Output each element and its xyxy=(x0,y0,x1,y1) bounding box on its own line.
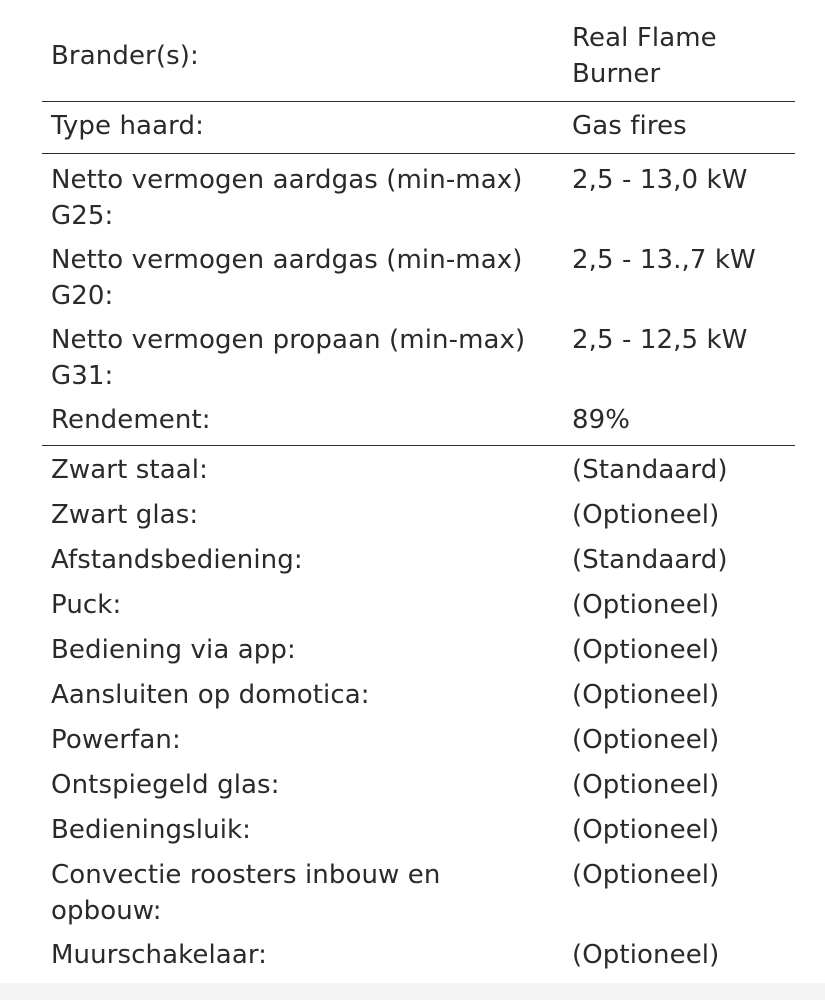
spec-row-burner xyxy=(42,18,795,92)
spec-row-power-g20 xyxy=(42,242,795,322)
spec-label: Aansluiten op domotica: xyxy=(51,680,370,710)
spec-row-anti-reflective-glass xyxy=(42,767,795,812)
fire-type-section xyxy=(42,102,795,154)
spec-row-fire-type xyxy=(42,102,795,144)
spec-value: (Optioneel) xyxy=(572,725,720,755)
spec-row-power-g25 xyxy=(42,162,795,242)
spec-value: (Standaard) xyxy=(572,455,728,485)
spec-label: Netto vermogen aardgas (min-max) G20: xyxy=(51,245,523,311)
spec-row-efficiency xyxy=(42,402,795,442)
spec-value: 2,5 - 13,0 kW xyxy=(572,165,748,195)
spec-row-app-control xyxy=(42,632,795,677)
spec-label: Bediening via app: xyxy=(51,635,296,665)
spec-row-convection-grilles xyxy=(42,857,795,937)
spec-value: (Standaard) xyxy=(572,545,728,575)
spec-value: (Optioneel) xyxy=(572,680,720,710)
spec-value: 2,5 - 13.,7 kW xyxy=(572,245,756,275)
specifications-table xyxy=(42,18,795,982)
spec-label: Muurschakelaar: xyxy=(51,940,268,970)
spec-row-powerfan xyxy=(42,722,795,767)
spec-label: Ontspiegeld glas: xyxy=(51,770,280,800)
spec-label: Type haard: xyxy=(51,111,204,141)
spec-value: (Optioneel) xyxy=(572,940,720,970)
spec-value: 89% xyxy=(572,405,631,435)
spec-label: Netto vermogen aardgas (min-max) G25: xyxy=(51,165,523,231)
spec-label: Puck: xyxy=(51,590,122,620)
spec-label: Afstandsbediening: xyxy=(51,545,303,575)
burner-section xyxy=(42,18,795,102)
spec-label: Netto vermogen propaan (min-max) G31: xyxy=(51,325,526,391)
spec-row-remote-control xyxy=(42,542,795,587)
spec-value: (Optioneel) xyxy=(572,500,720,530)
spec-label: Convectie roosters inbouw en opbouw: xyxy=(51,860,441,926)
spec-value: 2,5 - 12,5 kW xyxy=(572,325,748,355)
spec-value: (Optioneel) xyxy=(572,770,720,800)
spec-label: Bedieningsluik: xyxy=(51,815,252,845)
spec-label: Zwart glas: xyxy=(51,500,199,530)
spec-label: Brander(s): xyxy=(51,41,199,71)
power-section xyxy=(42,154,795,446)
spec-value: (Optioneel) xyxy=(572,860,720,890)
spec-value: Real Flame Burner xyxy=(572,23,717,89)
spec-row-control-hatch xyxy=(42,812,795,857)
spec-label: Rendement: xyxy=(51,405,211,435)
spec-row-home-automation xyxy=(42,677,795,722)
spec-value: (Optioneel) xyxy=(572,635,720,665)
spec-row-wall-switch xyxy=(42,937,795,982)
spec-value: (Optioneel) xyxy=(572,590,720,620)
spec-value: Gas fires xyxy=(572,111,687,141)
spec-row-puck xyxy=(42,587,795,632)
spec-row-black-steel xyxy=(42,452,795,497)
spec-row-power-g31 xyxy=(42,322,795,402)
spec-label: Powerfan: xyxy=(51,725,181,755)
spec-value: (Optioneel) xyxy=(572,815,720,845)
spec-row-black-glass xyxy=(42,497,795,542)
options-section xyxy=(42,446,795,982)
spec-label: Zwart staal: xyxy=(51,455,208,485)
